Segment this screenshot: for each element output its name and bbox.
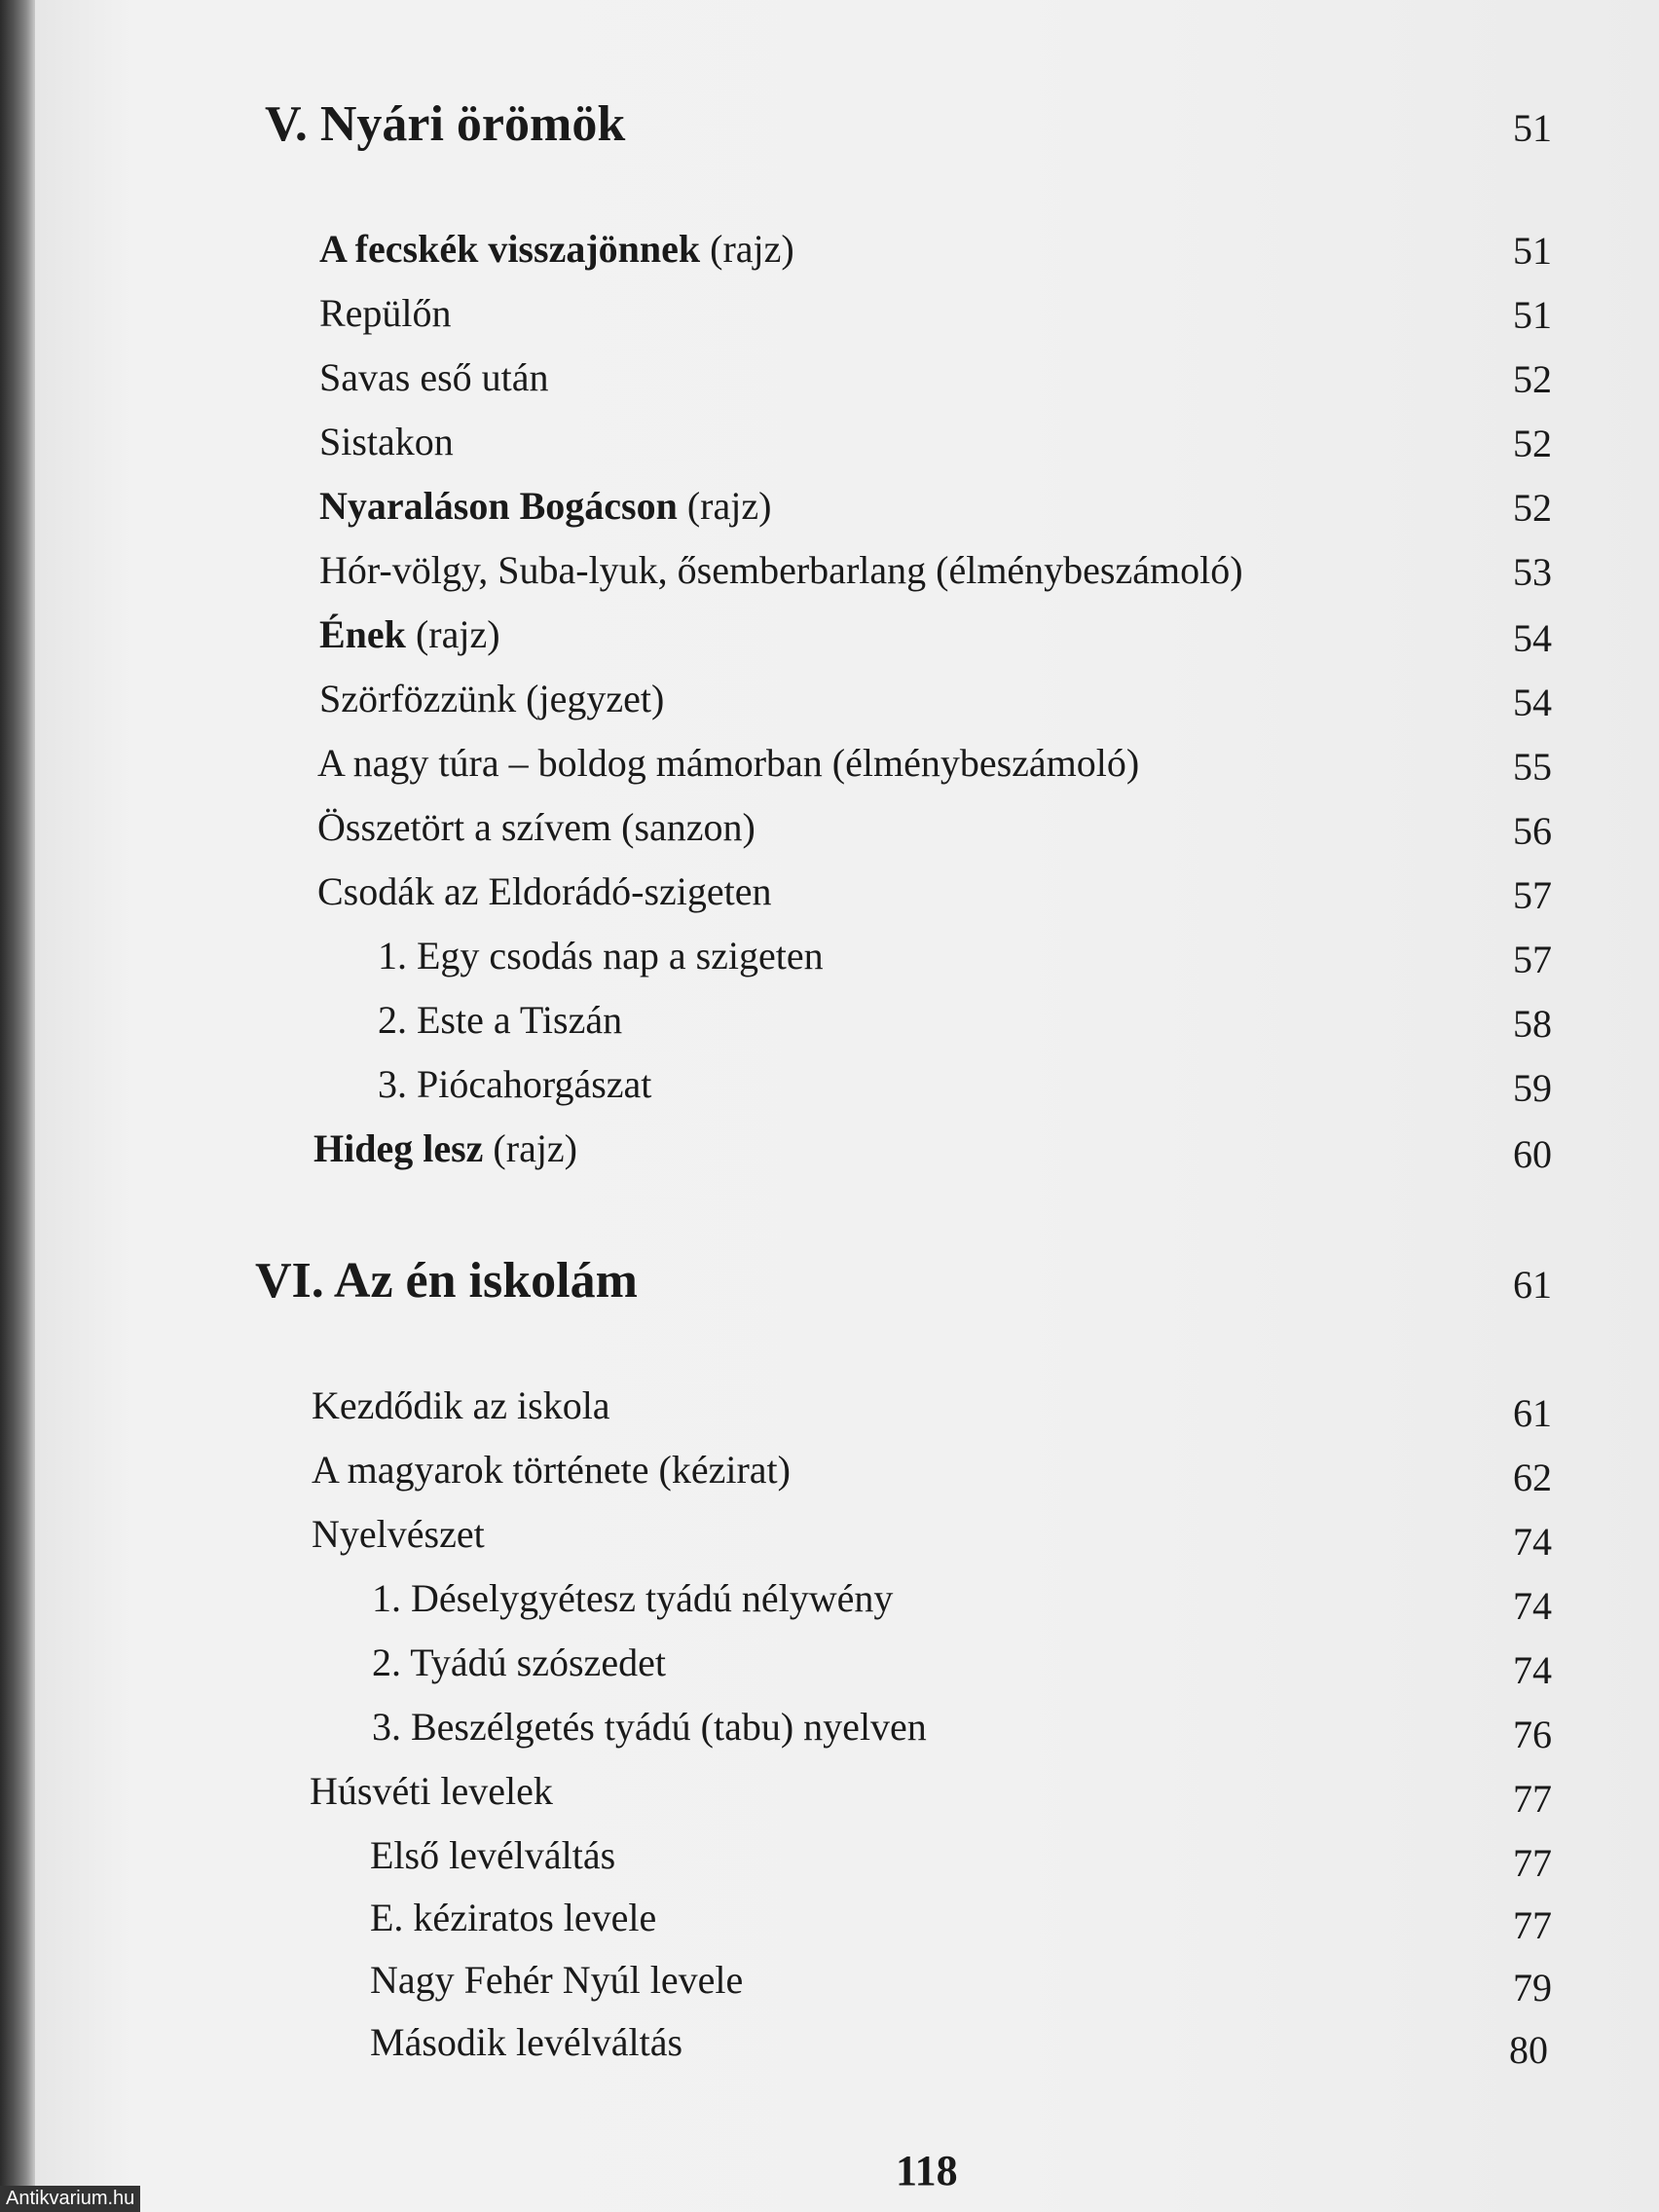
toc-subentry: Nagy Fehér Nyúl levele <box>370 1958 744 2002</box>
page-number: 118 <box>896 2147 958 2194</box>
section-page-v: 51 <box>1513 106 1552 150</box>
entry-page: 52 <box>1513 486 1552 530</box>
entry-page: 80 <box>1509 2028 1548 2072</box>
toc-subentry: Második levélváltás <box>370 2020 683 2064</box>
toc-entry <box>319 226 794 272</box>
entry-page: 77 <box>1513 1777 1552 1821</box>
toc-entry: Szörfözzünk (jegyzet) <box>319 677 665 720</box>
toc-subentry: Első levélváltás <box>370 1833 616 1877</box>
toc-entry: Húsvéti levelek <box>310 1769 553 1813</box>
entry-page: 61 <box>1513 1391 1552 1435</box>
entry-page: 74 <box>1513 1520 1552 1564</box>
toc-subentry: 2. Tyádú szószedet <box>372 1641 666 1684</box>
entry-page: 57 <box>1513 873 1552 917</box>
toc-entry: Repülőn <box>319 291 452 335</box>
entry-page: 60 <box>1513 1132 1552 1176</box>
toc-entry: Csodák az Eldorádó-szigeten <box>317 869 772 913</box>
toc-subentry: 2. Este a Tiszán <box>378 998 623 1042</box>
entry-page: 53 <box>1513 550 1552 594</box>
toc-entry <box>319 483 771 529</box>
entry-bold-title: Ének <box>319 612 406 656</box>
toc-entry: Kezdődik az iskola <box>312 1383 610 1427</box>
toc-entry: Nyelvészet <box>312 1512 485 1556</box>
watermark: Antikvarium.hu <box>0 2186 140 2212</box>
toc-entry: Savas eső után <box>319 355 549 399</box>
entry-note: (rajz) <box>700 227 794 271</box>
entry-note: (rajz) <box>483 1126 578 1170</box>
toc-subentry: 1. Déselygyétesz tyádú nélywény <box>372 1576 894 1620</box>
toc-entry: Hór-völgy, Suba-lyuk, ősemberbarlang (élménybeszámoló) <box>319 548 1243 592</box>
toc-entry: A nagy túra – boldog mámorban (élménybeszámoló) <box>317 741 1140 785</box>
toc-entry: Összetört a szívem (sanzon) <box>317 805 756 849</box>
entry-page: 76 <box>1513 1713 1552 1756</box>
entry-page: 59 <box>1513 1066 1552 1110</box>
entry-page: 56 <box>1513 809 1552 853</box>
section-page-vi: 61 <box>1513 1263 1552 1307</box>
entry-page: 54 <box>1513 616 1552 660</box>
entry-page: 54 <box>1513 681 1552 724</box>
toc-entry <box>319 611 500 657</box>
toc-subentry: 3. Beszélgetés tyádú (tabu) nyelven <box>372 1705 927 1749</box>
entry-page: 77 <box>1513 1903 1552 1947</box>
section-title-vi: VI. Az én iskolám <box>255 1253 638 1309</box>
entry-bold-title: Nyaraláson Bogácson <box>319 484 678 528</box>
entry-page: 51 <box>1513 293 1552 337</box>
entry-page: 74 <box>1513 1648 1552 1692</box>
entry-bold-title: Hideg lesz <box>313 1126 484 1170</box>
toc-entry <box>313 1125 577 1171</box>
section-title-v: V. Nyári örömök <box>265 96 626 152</box>
entry-page: 77 <box>1513 1841 1552 1885</box>
toc-entry: A magyarok története (kézirat) <box>312 1448 791 1492</box>
toc-entry: Sistakon <box>319 420 454 463</box>
toc-subentry: 1. Egy csodás nap a szigeten <box>378 934 824 977</box>
entry-page: 52 <box>1513 357 1552 401</box>
entry-note: (rajz) <box>677 484 772 528</box>
entry-bold-title: A fecskék visszajönnek <box>319 227 701 271</box>
toc-subentry: E. kéziratos levele <box>370 1896 657 1939</box>
entry-page: 55 <box>1513 745 1552 789</box>
book-spine <box>0 0 35 2212</box>
entry-note: (rajz) <box>405 612 500 656</box>
book-page <box>35 0 1659 2212</box>
entry-page: 58 <box>1513 1002 1552 1046</box>
entry-page: 74 <box>1513 1584 1552 1628</box>
entry-page: 52 <box>1513 422 1552 465</box>
entry-page: 62 <box>1513 1456 1552 1499</box>
entry-page: 79 <box>1513 1966 1552 2009</box>
toc-subentry: 3. Piócahorgászat <box>378 1062 652 1106</box>
entry-page: 51 <box>1513 229 1552 273</box>
entry-page: 57 <box>1513 938 1552 981</box>
